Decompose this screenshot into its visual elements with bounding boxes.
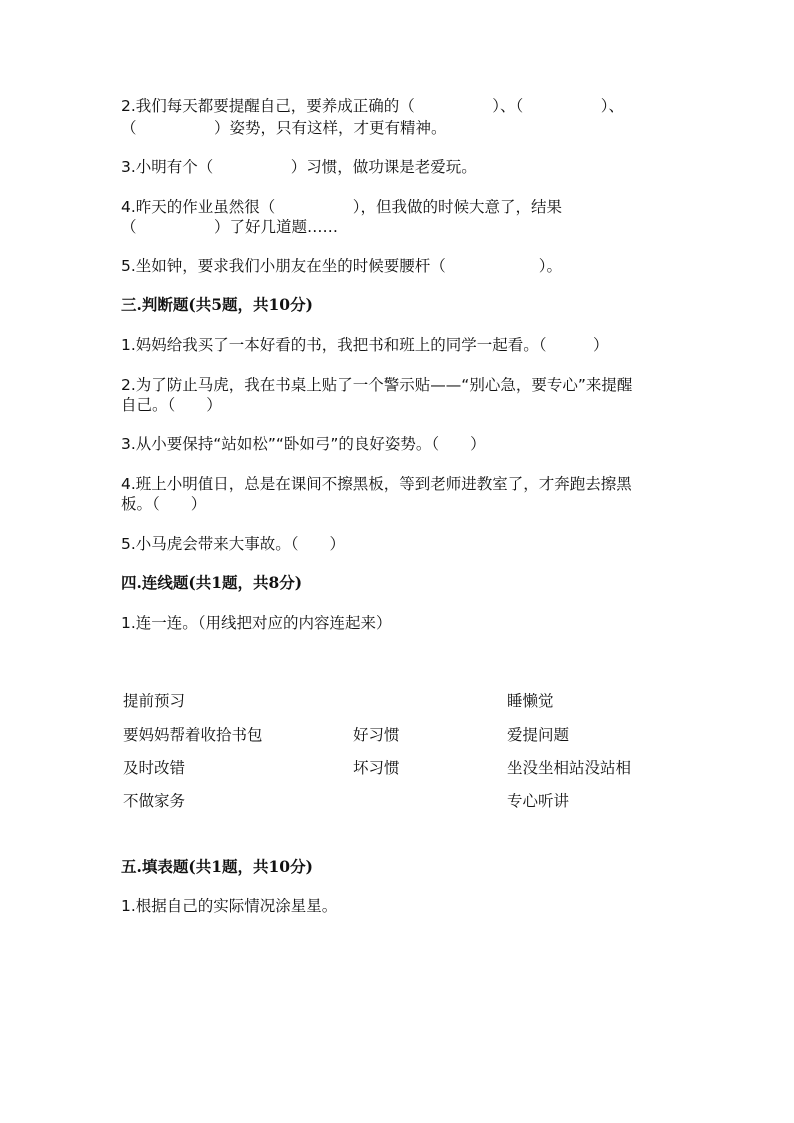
judge-q5: 5.小马虎会带来大事故。（ ） <box>121 535 346 553</box>
judge-q4-line1: 4.班上小明值日，总是在课间不擦黑板，等到老师进教室了，才奔跑去擦黑 <box>121 475 632 493</box>
judge-q3: 3.从小要保持“站如松”“卧如弓”的良好姿势。（ ） <box>121 435 486 453</box>
matching-q1: 1.连一连。（用线把对应的内容连起来） <box>121 614 392 632</box>
match-right-3: 坐没坐相站没站相 <box>507 759 632 777</box>
match-middle-2: 坏习惯 <box>353 759 400 777</box>
table-fill-heading: 五.填表题(共1题，共10分) <box>121 857 313 876</box>
fill-blank-q5: 5.坐如钟，要求我们小朋友在坐的时候要腰杆（ ）。 <box>121 257 563 275</box>
fill-blank-q2-line2: （ ）姿势，只有这样，才更有精神。 <box>121 119 447 137</box>
table-fill-q1: 1.根据自己的实际情况涂星星。 <box>121 897 338 915</box>
judge-q1: 1.妈妈给我买了一本好看的书，我把书和班上的同学一起看。（ ） <box>121 336 609 354</box>
judge-q4-line2: 板。（ ） <box>121 495 207 513</box>
judge-heading: 三.判断题(共5题，共10分) <box>121 295 313 314</box>
match-left-3: 及时改错 <box>123 759 186 777</box>
match-left-4: 不做家务 <box>123 792 186 810</box>
match-middle-1: 好习惯 <box>353 726 400 744</box>
judge-q2-line2: 自己。（ ） <box>121 396 222 414</box>
fill-blank-q3: 3.小明有个（ ）习惯，做功课是老爱玩。 <box>121 158 477 176</box>
fill-blank-q4-line1: 4.昨天的作业虽然很（ ），但我做的时候大意了，结果 <box>121 198 563 216</box>
match-left-1: 提前预习 <box>123 692 186 710</box>
matching-heading: 四.连线题(共1题，共8分) <box>121 573 303 592</box>
match-right-4: 专心听讲 <box>507 792 570 810</box>
match-right-2: 爱提问题 <box>507 726 570 744</box>
match-left-2: 要妈妈帮着收拾书包 <box>123 726 263 744</box>
match-right-1: 睡懒觉 <box>507 692 554 710</box>
judge-q2-line1: 2.为了防止马虎，我在书桌上贴了一个警示贴——“别心急，要专心”来提醒 <box>121 376 633 394</box>
fill-blank-q2-line1: 2.我们每天都要提醒自己，要养成正确的（ ）、（ ）、 <box>121 97 625 115</box>
fill-blank-q4-line2: （ ）了好几道题…… <box>121 218 339 236</box>
